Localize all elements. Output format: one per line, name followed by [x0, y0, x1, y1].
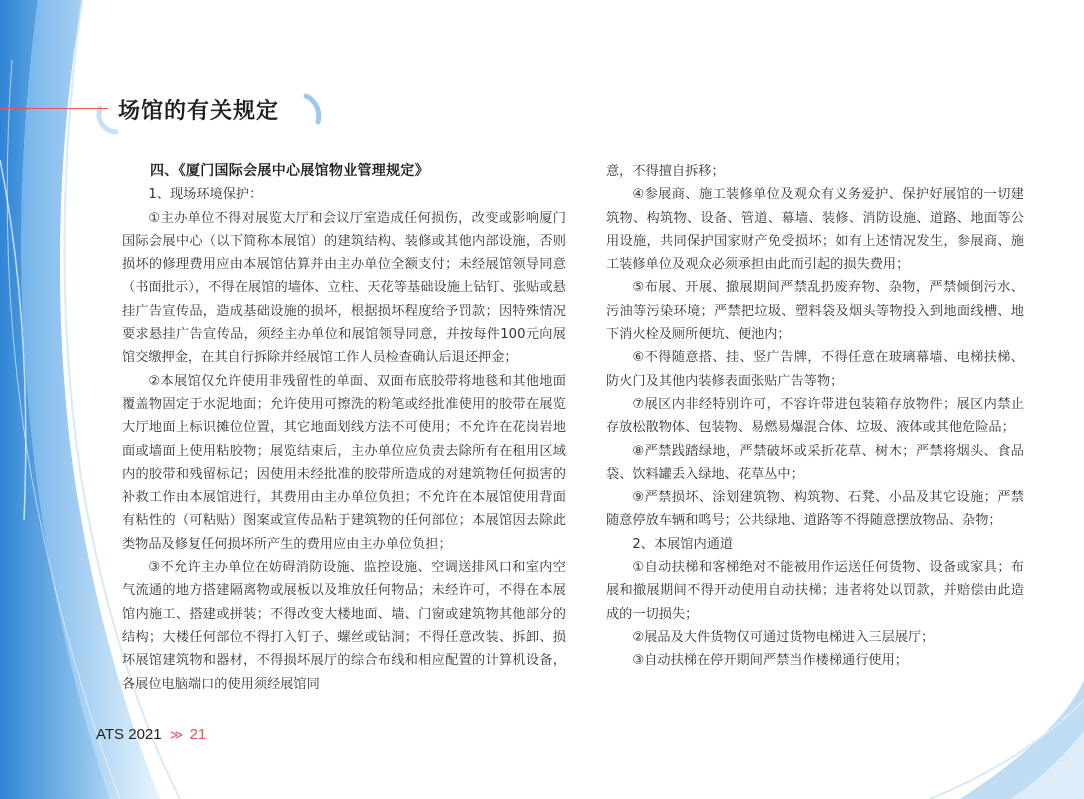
page-footer — [96, 726, 206, 743]
paragraph: ⑥不得随意搭、挂、竖广告牌，不得任意在玻璃幕墙、电梯扶梯、防火门及其他内装修表面张贴广告等物； — [606, 350, 1024, 389]
left-text-column — [122, 160, 566, 696]
section-heading: 四、《厦门国际会展中心展馆物业管理规定》 — [150, 163, 429, 179]
paragraph: ④参展商、施工装修单位及观众有义务爱护、保护好展馆的一切建筑物、构筑物、设备、管道、幕墙、装修、消防设施、道路、地面等公用设施，共同保护国家财产免受损坏；如有上述情况发生，参展商、施工装修单位及观众必须承担由此而引起的损失费用； — [606, 187, 1024, 273]
paragraph: ⑦展区内非经特别许可，不容许带进包装箱存放物件；展区内禁止存放松散物体、包装物、易燃易爆混合体、垃圾、液体或其他危险品； — [606, 396, 1024, 436]
paragraph: ③不允许主办单位在妨碍消防设施、监控设施、空调送排风口和室内空气流通的地方搭建隔离物或展板以及堆放任何物品；未经许可，不得在本展馆内施工、搭建或拼装；不得改变大楼地面、墙、门窗或建筑物其他部分的结构；大楼任何部位不得打入钉子、螺丝或钻洞；不得任意改装、拆卸、损坏展馆建筑物和器材，不得损坏展厅的综合布线和相应配置的计算机设备，各展位电脑端口的使用须经展馆同 — [122, 560, 566, 692]
paragraph: ⑧严禁践踏绿地，严禁破坏或采折花草、树木；严禁将烟头、食品袋、饮料罐丢入绿地、花草丛中； — [606, 443, 1024, 482]
paragraph: 意，不得擅自拆移； — [606, 164, 725, 179]
paragraph: ①自动扶梯和客梯绝对不能被用作运送任何货物、设备或家具；布展和撤展期间不得开动使用自动扶梯；违者将处以罚款，并赔偿由此造成的一切损失； — [606, 560, 1024, 622]
right-text-column — [606, 160, 1024, 673]
paragraph: ②展品及大件货物仅可通过货物电梯进入三层展厅； — [632, 629, 935, 645]
title-arc-left — [99, 108, 116, 132]
title-arc-right — [306, 96, 319, 122]
page-number: 21 — [189, 726, 207, 743]
paragraph: ③自动扶梯在停开期间严禁当作楼梯通行使用； — [632, 653, 908, 669]
title-accent-line — [0, 108, 108, 109]
paragraph: ⑨严禁损坏、涂划建筑物、构筑物、石凳、小品及其它设施；严禁随意停放车辆和鸣号；公共绿地、道路等不得随意摆放物品、杂物； — [606, 490, 1024, 529]
paragraph: ①主办单位不得对展览大厅和会议厅室造成任何损伤，改变或影响厦门国际会展中心（以下简称本展馆）的建筑结构、装修或其他内部设施，否则损坏的修理费用应由本展馆估算并由主办单位全额支付；未经展馆领导同意（书面批示），不得在展馆的墙体、立柱、天花等基础设施上钻钉、张贴或悬挂广告宣传品，造成基础设施的损坏，根据损坏程度给予罚款；因特殊情况要求悬挂广告宣传品，须经主办单位和展馆领导同意，并按每件100元向展馆交缴押金，在其自行拆除并经展馆工作人员检查确认后退还押金； — [122, 210, 566, 366]
paragraph: ⑤布展、开展、撤展期间严禁乱扔废弃物、杂物，严禁倾倒污水、污油等污染环境；严禁把垃圾、塑料袋及烟头等物投入到地面线槽、地下消火栓及厕所便坑、便池内； — [606, 280, 1024, 343]
paragraph: 1、现场环境保护： — [148, 187, 263, 203]
paragraph: ②本展馆仅允许使用非残留性的单面、双面布底胶带将地毯和其他地面覆盖物固定于水泥地面；允许使用可擦洗的粉笔或经批准使用的胶带在展览大厅地面上标识摊位位置，其它地面划线方法不可使用；不允许在花岗岩地面或墙面上使用粘胶物；展览结束后，主办单位应负责去除所有在租用区域内的胶带和残留标记；因使用未经批准的胶带所造成的对建筑物任何损害的补救工作由本展馆进行，其费用由主办单位负担；不允许在本展馆使用背面有粘性的（可粘贴）图案或宣传品粘于建筑物的任何部位；本展馆因去除此类物品及修复任何损坏所产生的费用应由主办单位负担； — [122, 373, 566, 552]
footer-label: ATS 2021 — [96, 726, 162, 743]
paragraph: 2、本展馆内通道 — [632, 536, 734, 552]
double-chevron-icon: ≫ — [169, 727, 184, 742]
page-title: 场馆的有关规定 — [118, 99, 280, 124]
